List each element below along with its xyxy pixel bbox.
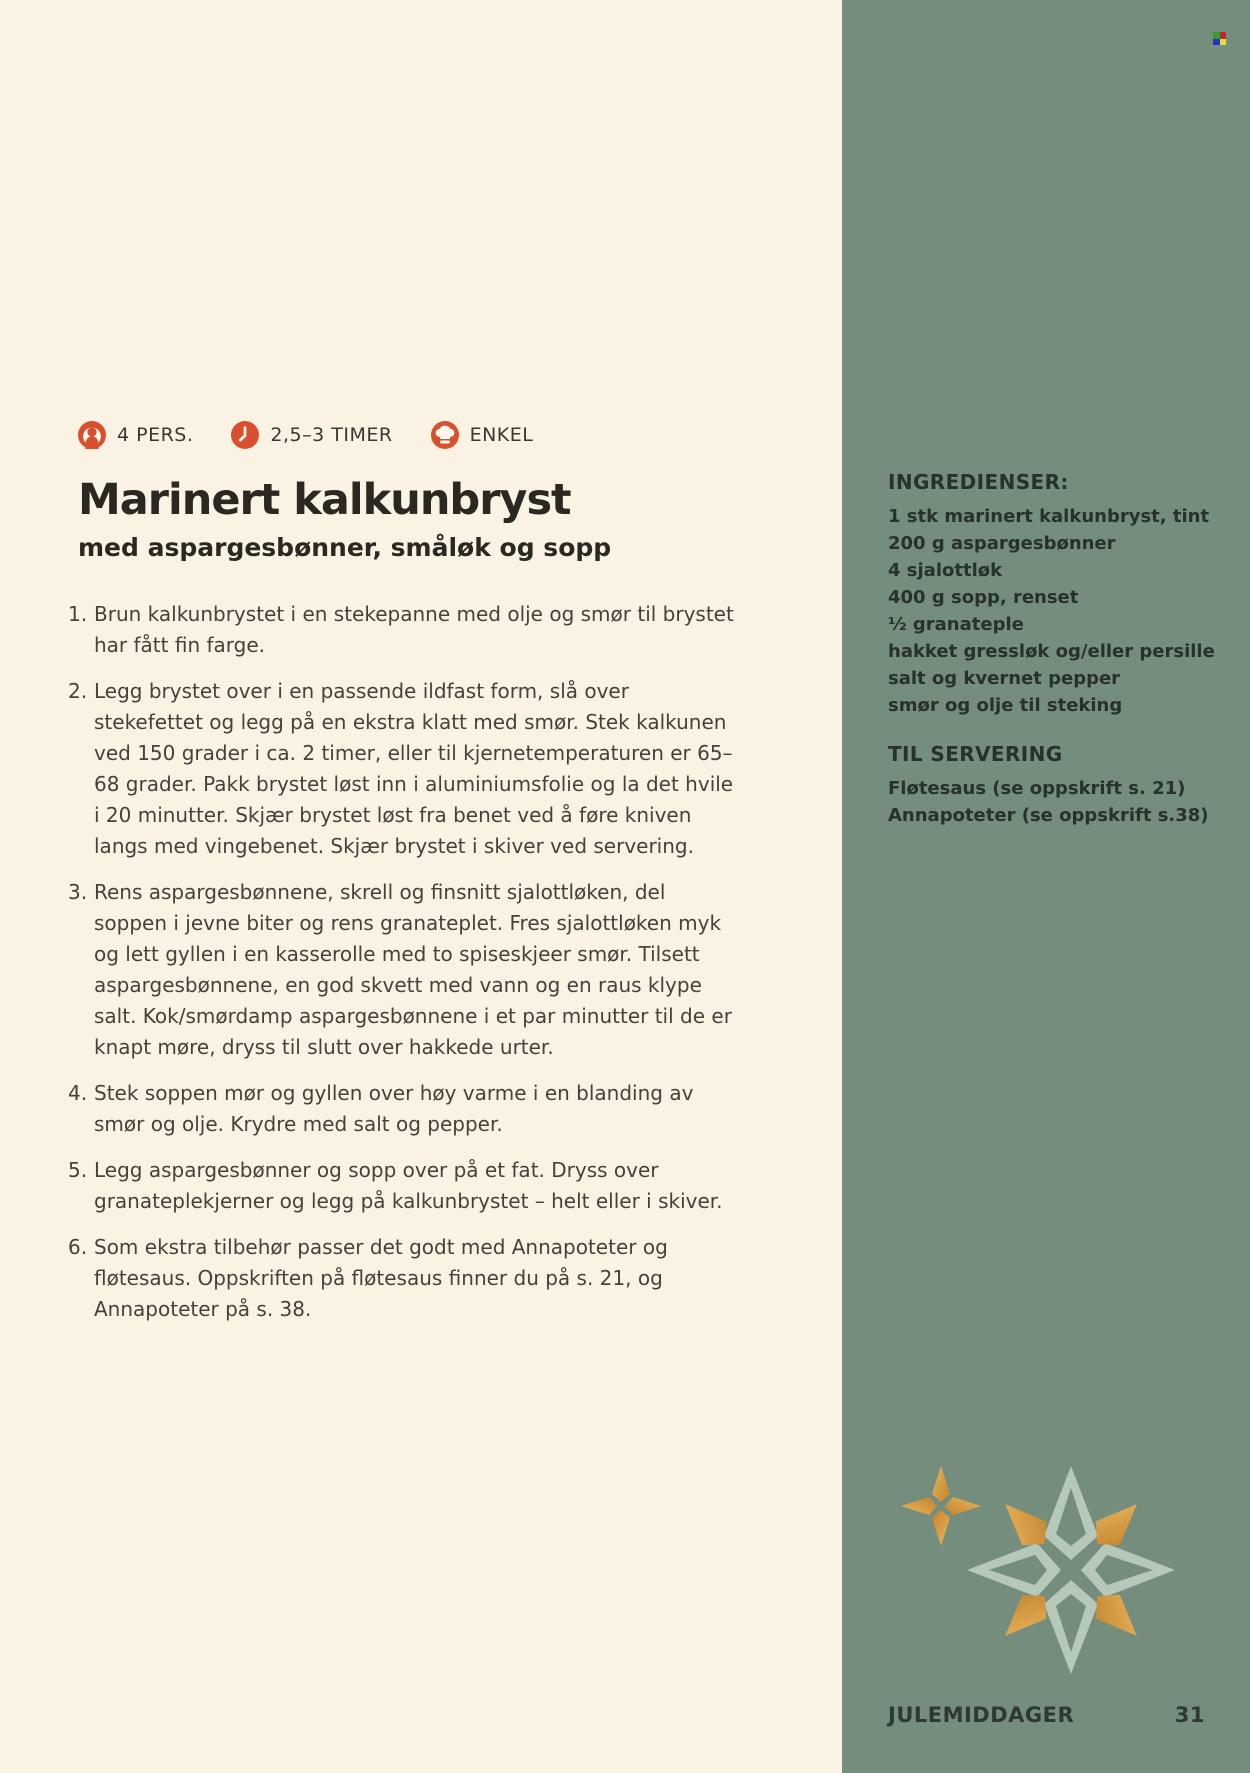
ingredients-sidebar xyxy=(842,0,1250,1773)
color-mark-yellow xyxy=(1220,39,1227,46)
time-meta xyxy=(231,421,392,449)
recipe-step: Legg aspargesbønner og sopp over på et fat. Dryss over granateplekjerner og legg på kalkunbrystet – helt eller i skiver. xyxy=(94,1158,723,1214)
ingredient-item: ½ granateple xyxy=(888,614,1024,635)
ingredient-item: smør og olje til steking xyxy=(888,695,1123,716)
serving-item: Annapoteter (se oppskrift s.38) xyxy=(888,805,1209,826)
footer-section-title: JULEMIDDAGER xyxy=(888,1703,1075,1727)
time-label: 2,5–3 TIMER xyxy=(270,424,393,446)
ingredient-item: 4 sjalottløk xyxy=(888,560,1003,581)
color-registration-mark xyxy=(1213,32,1226,45)
chef-hat-icon xyxy=(431,421,459,449)
ingredients-panel xyxy=(888,470,1234,829)
recipe-step: Som ekstra tilbehør passer det godt med Annapoteter og fløtesaus. Oppskriften på fløtesaus finner du på s. 21, og Annapoteter på s. 38. xyxy=(94,1235,668,1322)
large-star-icon xyxy=(967,1466,1175,1674)
recipe-step: Brun kalkunbrystet i en stekepanne med olje og smør til brystet har fått fin farge. xyxy=(94,602,734,658)
serving-item: Fløtesaus (se oppskrift s. 21) xyxy=(888,778,1186,799)
recipe-meta-row xyxy=(78,421,742,449)
serving-heading: TIL SERVERING xyxy=(888,742,1063,766)
difficulty-label: ENKEL xyxy=(469,424,534,446)
recipe-step: Stek soppen mør og gyllen over høy varme i en blanding av smør og olje. Krydre med salt og pepper. xyxy=(94,1081,694,1137)
serving-list xyxy=(888,775,1234,829)
ingredient-item: salt og kvernet pepper xyxy=(888,668,1121,689)
small-star-icon xyxy=(901,1466,981,1546)
ingredients-list xyxy=(888,503,1234,719)
person-icon xyxy=(78,421,106,449)
servings-label: 4 PERS. xyxy=(117,424,194,446)
recipe-steps xyxy=(68,599,742,1325)
recipe-content xyxy=(78,421,742,1340)
ingredient-item: 400 g sopp, renset xyxy=(888,587,1079,608)
page-number: 31 xyxy=(1174,1703,1205,1727)
recipe-title: Marinert kalkunbryst xyxy=(78,475,571,525)
difficulty-meta xyxy=(431,421,534,449)
ingredient-item: 1 stk marinert kalkunbryst, tint xyxy=(888,506,1210,527)
clock-icon xyxy=(231,421,259,449)
ingredient-item: hakket gressløk og/eller persille xyxy=(888,641,1215,662)
recipe-step: Rens aspargesbønnene, skrell og finsnitt sjalottløken, del soppen i jevne biter og rens granateplet. Fres sjalottløken myk og lett gyllen i en kasserolle med to spiseskjeer smør. Tilsett aspargesbønnene, en god skvett med vann og en raus klype salt. Kok/smørdamp aspargesbønnene i et par minutter til de er knapt møre, dryss til slutt over hakkede urter. xyxy=(94,880,732,1060)
servings-meta xyxy=(78,421,193,449)
ingredient-item: 200 g aspargesbønner xyxy=(888,533,1116,554)
page-footer xyxy=(888,1703,1205,1727)
ingredients-heading: INGREDIENSER: xyxy=(888,470,1069,494)
recipe-step: Legg brystet over i en passende ildfast form, slå over stekefettet og legg på en ekstra klatt med smør. Stek kalkunen ved 150 grader i ca. 2 timer, eller til kjernetemperaturen er 65–68 grader. Pakk brystet løst inn i aluminiumsfolie og la det hvile i 20 minutter. Skjær brystet løst fra benet ved å føre kniven langs med vingebenet. Skjær brystet i skiver ved servering. xyxy=(94,679,734,859)
christmas-star-ornament xyxy=(890,1450,1190,1690)
recipe-subtitle: med aspargesbønner, småløk og sopp xyxy=(78,533,612,563)
